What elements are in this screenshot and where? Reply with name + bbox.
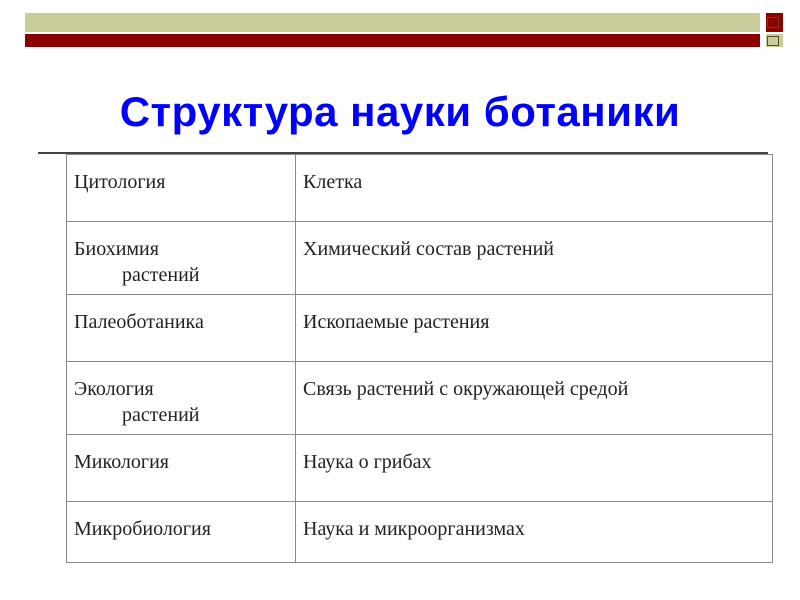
desc-text: Ископаемые растения — [303, 311, 490, 333]
table-cell-term — [67, 222, 296, 295]
table-cell-desc — [296, 435, 773, 502]
term-text: Биохимия — [74, 238, 159, 260]
header-olive-bar — [25, 13, 760, 32]
term-text: Экология — [74, 378, 154, 400]
desc-text: Химический состав растений — [303, 238, 554, 260]
desc-text: Клетка — [303, 171, 363, 193]
botany-structure-table — [66, 154, 773, 563]
table-row — [67, 222, 773, 295]
table-cell-term — [67, 502, 296, 563]
table-cell-term — [67, 295, 296, 362]
table-row — [67, 295, 773, 362]
desc-text: Связь растений с окружающей средой — [303, 378, 629, 400]
header-red-bar — [25, 34, 760, 47]
slide-title — [0, 88, 800, 136]
term-text: Микробиология — [74, 518, 211, 540]
table-cell-term — [67, 435, 296, 502]
table-cell-desc — [296, 222, 773, 295]
corner-outline-square-top — [767, 17, 779, 28]
term-text: Цитология — [74, 171, 166, 193]
table-cell-desc — [296, 502, 773, 563]
table-row — [67, 435, 773, 502]
table-cell-desc — [296, 362, 773, 435]
table-cell-desc — [296, 295, 773, 362]
table-row — [67, 502, 773, 563]
table-row — [67, 155, 773, 222]
table-row — [67, 362, 773, 435]
term-text: Палеоботаника — [74, 311, 204, 333]
desc-text: Наука о грибах — [303, 451, 432, 473]
term-text-continuation: растений — [122, 264, 200, 286]
term-text: Микология — [74, 451, 170, 473]
table-cell-term — [67, 155, 296, 222]
desc-text: Наука и микроорганизмах — [303, 518, 525, 540]
table-cell-term — [67, 362, 296, 435]
term-text-continuation: растений — [122, 404, 200, 426]
slide-title-text: Структура науки ботаники — [119, 88, 681, 135]
table-cell-desc — [296, 155, 773, 222]
corner-outline-square-bottom — [767, 36, 779, 46]
